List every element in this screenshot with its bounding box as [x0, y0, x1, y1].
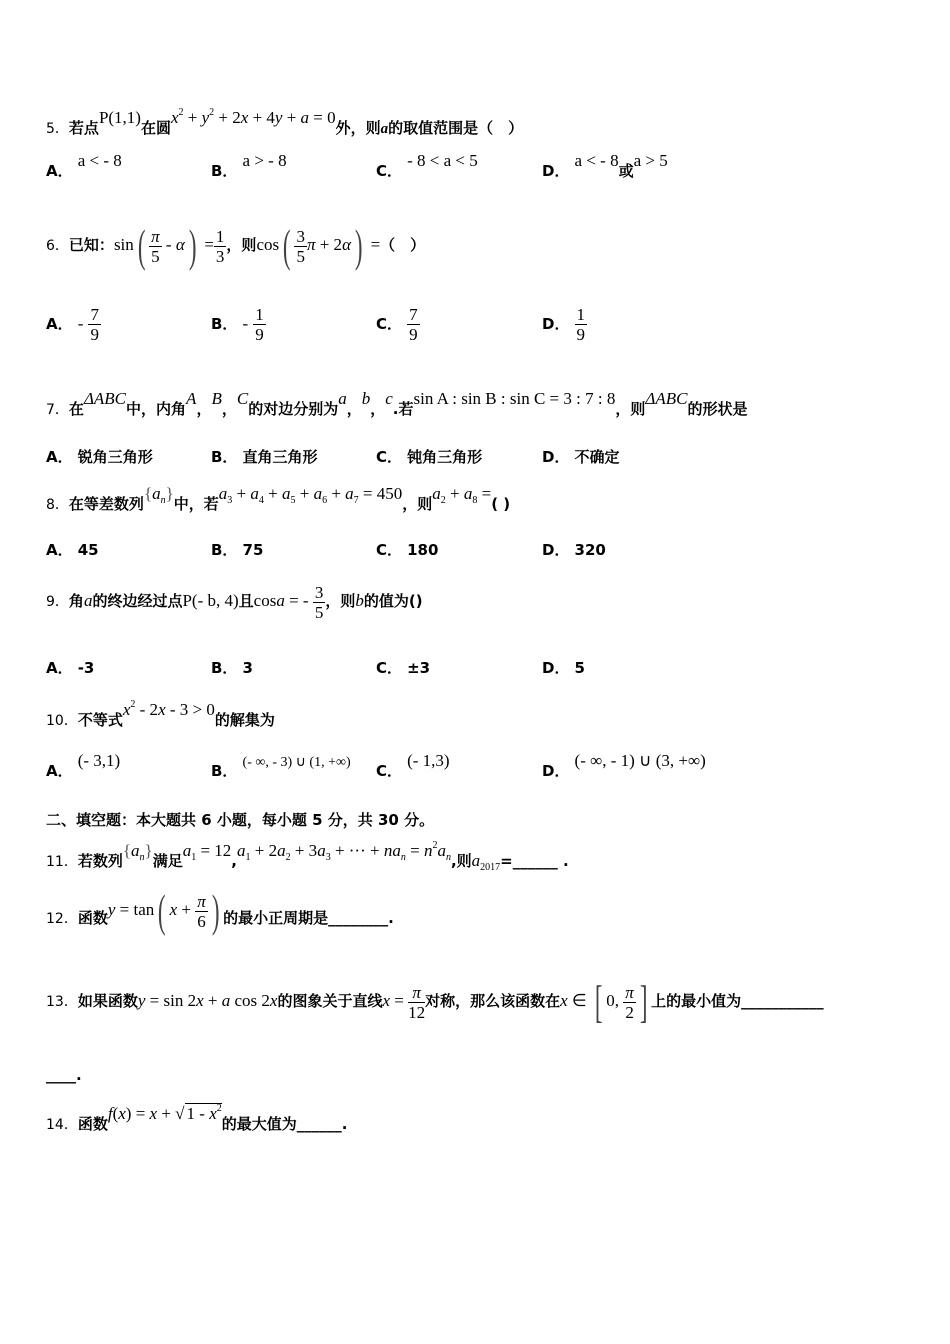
target-sum: $a_2 + a_8$ = — [432, 484, 492, 506]
q10-option-a[interactable]: A． (- 3,1) — [46, 751, 121, 780]
point-p: P(1,1) — [98, 108, 141, 127]
q6-option-c[interactable]: C． $\frac{7}{9}$ — [376, 305, 418, 344]
q8-option-d[interactable]: D． 320 — [542, 541, 606, 559]
q9-option-a[interactable]: A． -3 — [46, 659, 95, 677]
q7-option-b[interactable]: B． 直角三角形 — [211, 448, 318, 466]
trig-function: y = sin 2x + a cos 2x — [137, 991, 278, 1010]
question-11: 11．若数列$\{a_n\}$满足$a_1 = 12,a_1 + 2a_2 + 3a_3$ + ··· + $na_n = n^2a_n$,则$a_{2017}=\_\_\_\_\_\_$ . — [46, 840, 569, 873]
sequence-an: $\{a_n\}$ — [143, 484, 174, 506]
q9-option-b[interactable]: B． 3 — [211, 659, 253, 677]
question-9: 9．角a的终边经过点P(- b, 4)且cosa = - $\frac{3}{5}$ ，则b的值为() — [46, 582, 423, 622]
q7-option-a[interactable]: A． 锐角三角形 — [46, 448, 153, 466]
q6-option-b[interactable]: B． - $\frac{1}{9}$ — [211, 305, 264, 344]
q7-option-d[interactable]: D． 不确定 — [542, 448, 620, 466]
q5-option-d[interactable]: D． a < - 8或a > 5 — [542, 151, 668, 180]
sqrt-function: f(x) = x + √ $1 - x^2$ — [107, 1103, 222, 1123]
section-heading: 二、填空题：本大题共 6 小题，每小题 5 分，共 30 分。 — [46, 811, 435, 829]
q6-option-d[interactable]: D． $\frac{1}{9}$ — [542, 305, 586, 344]
answer-blank[interactable]: ___________ — [741, 992, 824, 1010]
tan-function: y = tan( x + $\frac{\pi}{6}$ ) — [107, 885, 220, 937]
q9-option-c[interactable]: C． ±3 — [376, 659, 431, 677]
sum-equation: $a_3 + a_4 + a_5 + a_6 + a_7 = 450$ — [218, 484, 403, 506]
recurrence: $a_1 = 12$ — [182, 841, 232, 863]
question-12: 12．函数y = tan( x + $\frac{\pi}{6}$ ) 的最小正周期是________. — [46, 885, 394, 937]
q5-option-c[interactable]: C． - 8 < a < 5 — [376, 151, 478, 180]
interval: x ∈ [ 0, $\frac{\pi}{2}$ ] — [560, 976, 648, 1028]
question-10: 10．不等式$x^2 - 2x - 3 > 0$的解集为 — [46, 699, 275, 729]
q5-option-b[interactable]: B． a > - 8 — [211, 151, 287, 180]
circle-equation: $x^2 + y^2 + 2x + 4y + a = 0$ — [170, 107, 336, 127]
answer-blank[interactable]: ________. — [328, 909, 394, 927]
answer-blank-continued[interactable]: ____. — [46, 1066, 82, 1084]
q7-option-c[interactable]: C． 钝角三角形 — [376, 448, 483, 466]
cos-condition: cosa = - $\frac{3}{5}$ — [253, 582, 324, 622]
question-6: 6．已知：sin( $\frac{\pi}{5}$ - α) = $\frac{1}{3}$ ，则cos( $\frac{3}{5}$ π + 2α) =（ ） — [46, 220, 426, 272]
q8-option-b[interactable]: B． 75 — [211, 541, 264, 559]
question-13-continued — [46, 1064, 82, 1086]
question-7: 7．在ΔABC中，内角A，B，C的对边分别为a，b，c.若sin A : sin B : sin C = 3 : 7 : 8，则ΔABC的形状是 — [46, 389, 748, 418]
q8-option-c[interactable]: C． 180 — [376, 541, 439, 559]
q6-option-a[interactable]: A． - $\frac{7}{9}$ — [46, 305, 99, 344]
question-5: 5．若点P(1,1)在圆$x^2 + y^2 + 2x + 4y + a = 0$外，则a的取值范围是（ ） — [46, 107, 524, 137]
given-equation: sin( $\frac{\pi}{5}$ - α) = $\frac{1}{3}$ — [113, 220, 225, 272]
question-14: 14．函数f(x) = x + √ $1 - x^2$的最大值为______. — [46, 1103, 348, 1133]
q10-option-d[interactable]: D． (- ∞, - 1) ∪ (3, +∞) — [542, 751, 706, 780]
answer-blank[interactable]: =______ . — [500, 852, 569, 870]
q10-option-c[interactable]: C． (- 1,3) — [376, 751, 450, 780]
question-8: 8．在等差数列$\{a_n\}$中，若$a_3 + a_4 + a_5 + a_6 + a_7 = 450$，则$a_2 + a_8$ =( ) — [46, 484, 511, 513]
answer-blank[interactable]: ______. — [296, 1115, 348, 1133]
target-expression: cos( $\frac{3}{5}$ π + 2α) = — [256, 220, 381, 272]
q9-option-d[interactable]: D． 5 — [542, 659, 585, 677]
inequality: $x^2 - 2x - 3 > 0$ — [122, 699, 215, 719]
q10-option-b[interactable]: B． (- ∞, - 3) ∪ (1, +∞) — [211, 755, 351, 780]
q8-option-a[interactable]: A． 45 — [46, 541, 99, 559]
q5-option-a[interactable]: A． a < - 8 — [46, 151, 122, 180]
question-13: 13．如果函数y = sin 2x + a cos 2x的图象关于直线x = $\frac{\pi}{12}$ 对称，那么该函数在x ∈ [ 0, $\frac{\pi}{2}$ ] 上的最小值为___________ — [46, 976, 824, 1028]
